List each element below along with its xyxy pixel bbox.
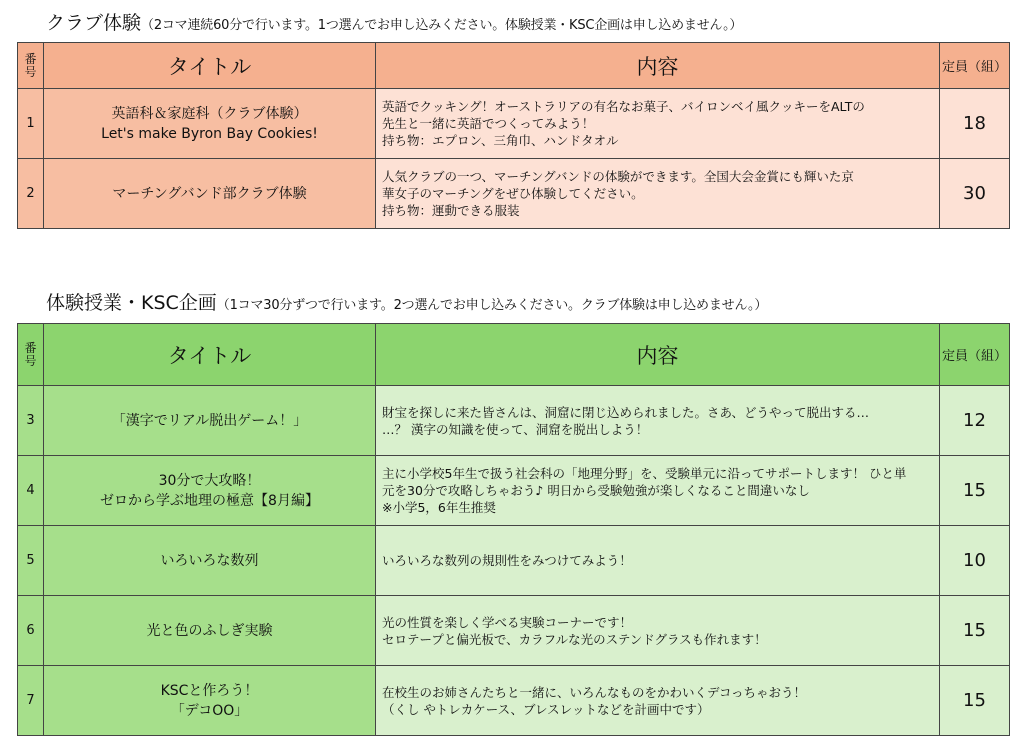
header-capacity: 定員（組） (940, 43, 1010, 89)
row-content-line: 持ち物：エプロン、三角巾、ハンドタオル (382, 133, 619, 148)
row-capacity: 15 (940, 666, 1010, 736)
row-content (376, 89, 940, 159)
row-title-line: Let's make Byron Bay Cookies! (101, 125, 318, 142)
row-capacity: 10 (940, 526, 1010, 596)
row-content-line: 持ち物：運動できる服装 (382, 203, 520, 218)
row-content-line: 財宝を探しに来た皆さんは、洞窟に閉じ込められました。さあ、どうやって脱出する… (382, 404, 870, 420)
header-title: タイトル (44, 43, 376, 89)
row-title-line: 光と色のふしぎ実験 (146, 622, 273, 639)
row-number: 3 (18, 386, 44, 456)
row-content-line: いろいろな数列の規則性をみつけてみよう！ (382, 553, 632, 568)
section-trial-title (46, 288, 767, 315)
table-row (18, 666, 1010, 736)
header-number-1: 番 (24, 51, 37, 66)
row-content (376, 386, 940, 456)
row-capacity: 18 (940, 89, 1010, 159)
table-row (18, 386, 1010, 456)
row-title (44, 526, 376, 596)
row-capacity: 12 (940, 386, 1010, 456)
header-title: タイトル (44, 324, 376, 386)
header-content: 内容 (376, 43, 940, 89)
row-content (376, 526, 940, 596)
row-capacity: 15 (940, 596, 1010, 666)
section-club-heading: クラブ体験 (46, 12, 142, 34)
row-content-line: 光の性質を楽しく学べる実験コーナーです！ (382, 614, 633, 630)
row-title (44, 159, 376, 229)
row-title-line: KSCと作ろう！ (160, 682, 259, 699)
row-content-line: 先生と一緒に英語でつくってみよう！ (382, 116, 595, 131)
row-title (44, 89, 376, 159)
row-number: 4 (18, 456, 44, 526)
row-title-line: いろいろな数列 (160, 552, 259, 569)
row-content-line: 在校生のお姉さんたちと一緒に、いろんなものをかわいくデコっちゃおう！ (382, 684, 807, 700)
table-row (18, 526, 1010, 596)
row-number: 6 (18, 596, 44, 666)
section-club-title (46, 8, 742, 35)
row-title-line: 30分で大攻略！ (158, 472, 261, 489)
row-number: 2 (18, 159, 44, 229)
header-number-2: 号 (24, 353, 37, 368)
row-content-line: セロテープと偏光板で、カラフルな光のステンドグラスも作れます！ (382, 631, 767, 647)
row-title-line: 英語科＆家庭科（クラブ体験） (111, 105, 308, 122)
table-header-row (18, 324, 1010, 386)
row-content-line: 元を30分で攻略しちゃおう♪ 明日から受験勉強が楽しくなること間違いなし (382, 483, 810, 498)
section-trial-heading: 体験授業・KSC企画 (46, 292, 217, 314)
header-content: 内容 (376, 324, 940, 386)
section-trial-note: （1コマ30分ずつで行います。2つ選んでお申し込みください。クラブ体験は申し込めません。） (216, 298, 768, 313)
table-header-row (18, 43, 1010, 89)
table-row (18, 596, 1010, 666)
row-capacity: 15 (940, 456, 1010, 526)
header-number-1: 番 (24, 340, 37, 355)
row-number: 7 (18, 666, 44, 736)
row-title (44, 666, 376, 736)
row-title (44, 386, 376, 456)
row-content (376, 159, 940, 229)
header-capacity: 定員（組） (940, 324, 1010, 386)
row-content-line: 英語でクッキング！オーストラリアの有名なお菓子、バイロンベイ風クッキーをALTの (382, 99, 865, 114)
row-content-line: ※小学5，6年生推奨 (382, 500, 496, 515)
table-row (18, 89, 1010, 159)
header-number (18, 43, 44, 89)
trial-table (17, 323, 1010, 736)
header-number (18, 324, 44, 386)
row-title-line: マーチングバンド部クラブ体験 (112, 185, 307, 202)
row-content (376, 596, 940, 666)
row-title-line: 「デコOO」 (170, 702, 249, 719)
row-title-line: 「漢字でリアル脱出ゲーム！」 (111, 412, 308, 429)
club-table (17, 42, 1010, 229)
row-title (44, 596, 376, 666)
row-title (44, 456, 376, 526)
table-row (18, 456, 1010, 526)
header-number-2: 号 (24, 64, 37, 79)
row-content-line: 人気クラブの一つ、マーチングバンドの体験ができます。全国大会金賞にも輝いた京 (382, 169, 854, 184)
row-title-line: ゼロから学ぶ地理の極意【8月編】 (100, 492, 319, 509)
row-content-line: （くし やトレカケース、ブレスレットなどを計画中です） (382, 701, 710, 717)
row-capacity: 30 (940, 159, 1010, 229)
table-row (18, 159, 1010, 229)
section-club-note: （2コマ連続60分で行います。1つ選んでお申し込みください。体験授業・KSC企画は申し込めません。） (141, 18, 743, 33)
row-content-line: 華女子のマーチングをぜひ体験してください。 (382, 186, 644, 201)
row-content (376, 666, 940, 736)
row-content-line: 主に小学校5年生で扱う社会科の「地理分野」を、受験単元に沿ってサポートします！ ひと単 (382, 466, 907, 481)
row-number: 5 (18, 526, 44, 596)
row-content-line: …？ 漢字の知識を使って、洞窟を脱出しよう！ (382, 421, 649, 437)
row-content (376, 456, 940, 526)
row-number: 1 (18, 89, 44, 159)
